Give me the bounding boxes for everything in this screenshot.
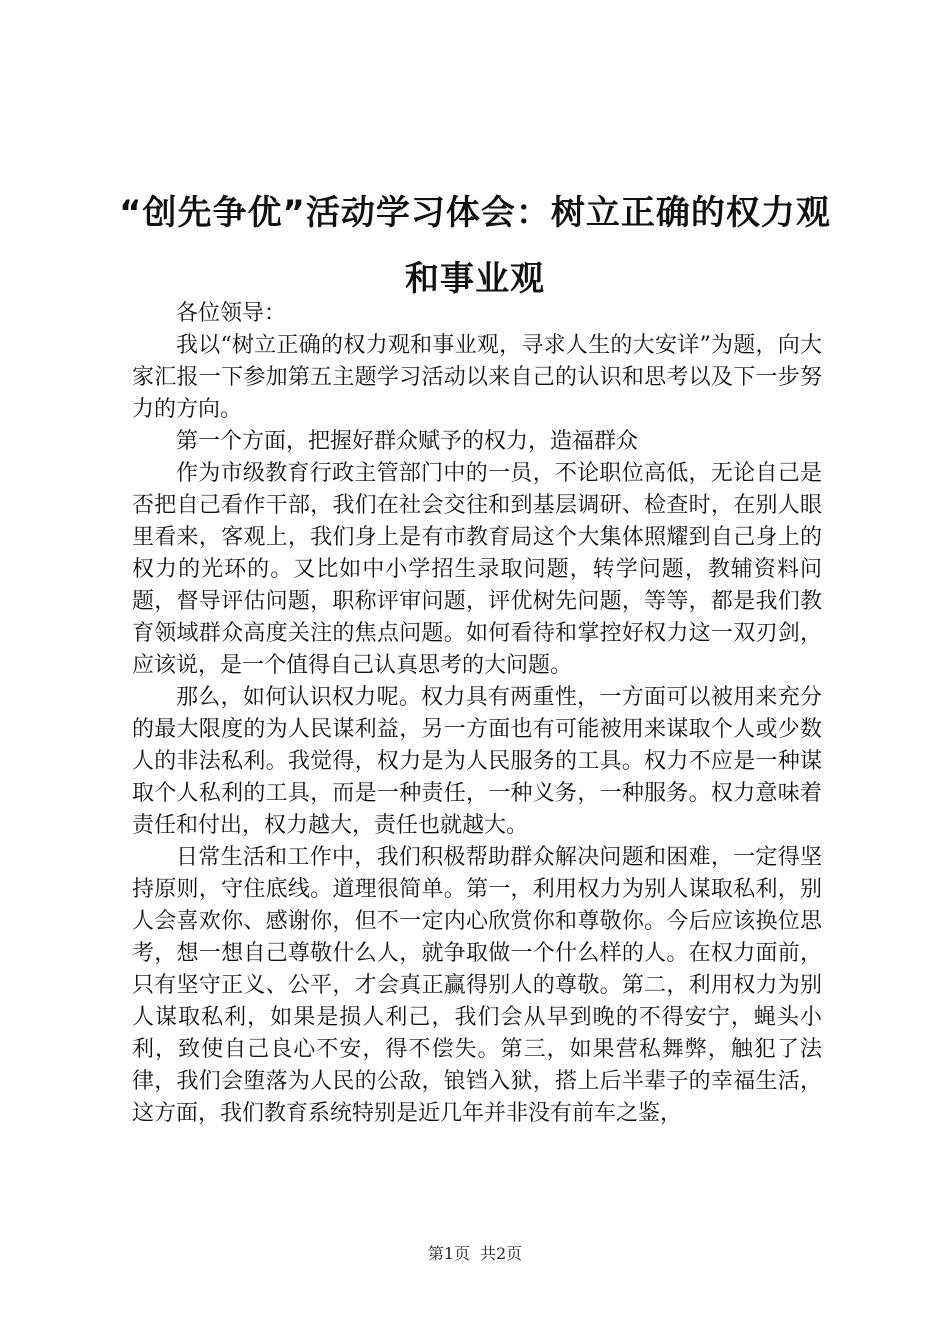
page-total: 共2页 (480, 1244, 523, 1263)
page-footer (0, 1244, 950, 1264)
salutation: 各位领导： (176, 301, 287, 326)
section-heading: 第一个方面，把握好群众赋予的权力，造福群众 (176, 429, 639, 454)
paragraph: 日常生活和工作中，我们积极帮助群众解决问题和困难，一定得坚持原则，守住底线。道理很简单。第一，利用权力为别人谋取私利，别人会喜欢你、感谢你，但不一定内心欣赏你和尊敬你。今后应该换位思考，想一想自己尊敬什么人，就争取做一个什么样的人。在权力面前，只有坚守正义、公平，才会真正赢得别人的尊敬。第二，利用权力为别人谋取私利，如果是损人利己，我们会从早到晚的不得安宁，蝇头小利，致使自己良心不安，得不偿失。第三，如果营私舞弊，触犯了法律，我们会堕落为人民的公敌，锒铛入狱，搭上后半辈子的幸福生活，这方面，我们教育系统特别是近几年并非没有前车之鉴， (132, 845, 822, 1126)
page-number: 第1页 (427, 1244, 470, 1263)
paragraph: 我以“树立正确的权力观和事业观，寻求人生的大安详”为题，向大家汇报一下参加第五主题学习活动以来自己的认识和思考以及下一步努力的方向。 (132, 333, 822, 422)
document-body (132, 298, 822, 1130)
paragraph: 作为市级教育行政主管部门中的一员，不论职位高低，无论自己是否把自己看作干部，我们在社会交往和到基层调研、检查时，在别人眼里看来，客观上，我们身上是有市教育局这个大集体照耀到自己身上的权力的光环的。又比如中小学招生录取问题，转学问题，教辅资料问题，督导评估问题，职称评审问题，评优树先问题，等等，都是我们教育领域群众高度关注的焦点问题。如何看待和掌控好权力这一双刃剑，应该说，是一个值得自己认真思考的大问题。 (132, 461, 822, 678)
document-title: “创先争优”活动学习体会：树立正确的权力观和事业观 (119, 193, 831, 299)
paragraph: 那么，如何认识权力呢。权力具有两重性，一方面可以被用来充分的最大限度的为人民谋利益，另一方面也有可能被用来谋取个人或少数人的非法私利。我觉得，权力是为人民服务的工具。权力不应是一种谋取个人私利的工具，而是一种责任，一种义务，一种服务。权力意味着责任和付出，权力越大，责任也就越大。 (132, 685, 822, 838)
